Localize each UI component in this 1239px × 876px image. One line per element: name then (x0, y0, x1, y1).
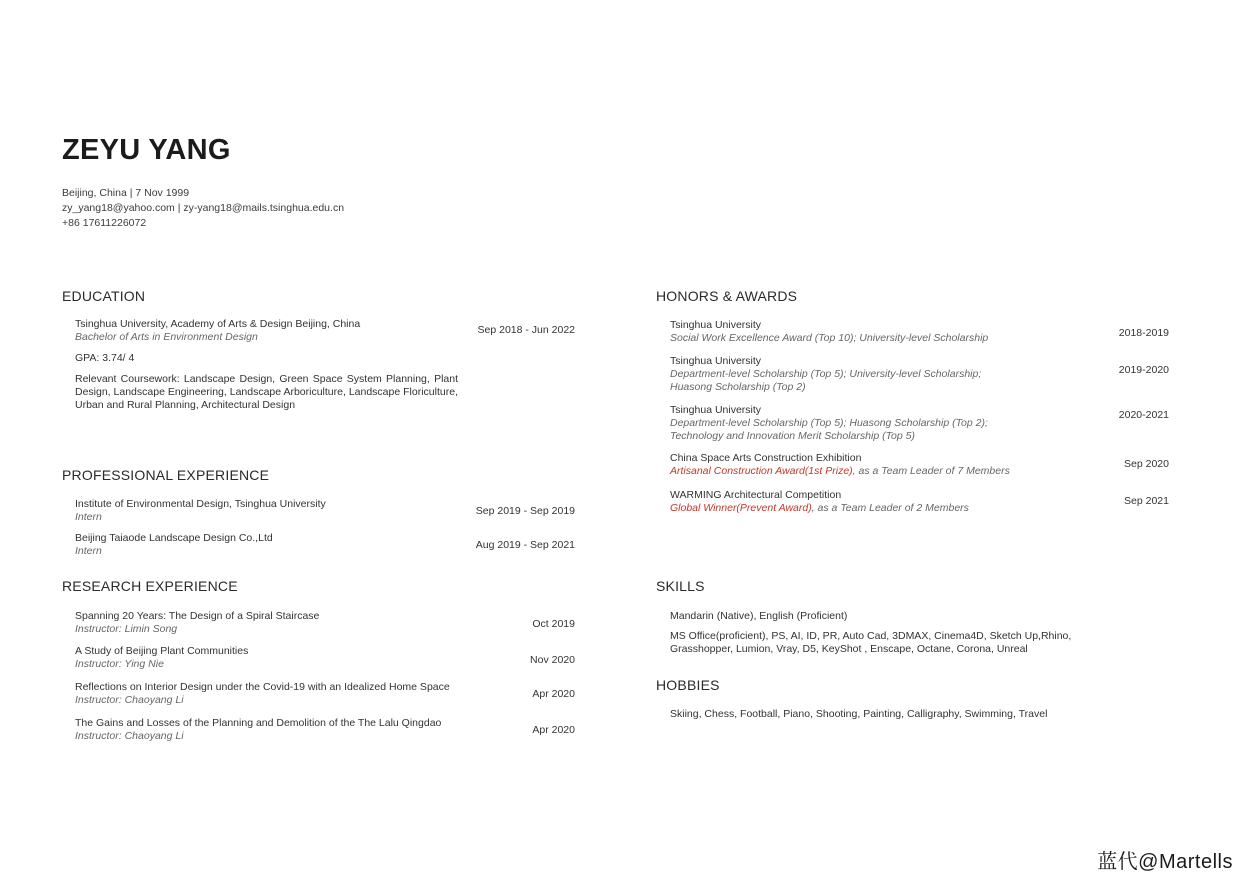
honor-detail (670, 502, 969, 515)
professional-org: Beijing Taiaode Landscape Design Co.,Ltd (75, 532, 273, 544)
honor-award-highlight: Global Winner(Prevent Award) (670, 502, 812, 514)
education-coursework: Relevant Coursework: Landscape Design, Green Space System Planning, Plant Design, Landscape Engineering, Landscape Arboriculture, Landscape Floriculture, Urban and Rural Planning, Architectural Design (75, 373, 458, 411)
professional-heading: PROFESSIONAL EXPERIENCE (62, 467, 270, 483)
professional-date: Sep 2019 - Sep 2019 (475, 505, 575, 517)
honor-org: Tsinghua University (670, 404, 762, 416)
honor-date: 2019-2020 (1118, 364, 1169, 376)
honor-award-highlight: Artisanal Construction Award(1st Prize) (670, 465, 853, 477)
education-date: Sep 2018 - Jun 2022 (477, 324, 575, 336)
phone-number: +86 17611226072 (62, 217, 147, 229)
research-instructor: Instructor: Chaoyang Li (75, 694, 184, 706)
research-instructor: Instructor: Limin Song (75, 623, 178, 635)
research-title: The Gains and Losses of the Planning and Demolition of the The Lalu Qingdao (75, 717, 442, 729)
professional-org: Institute of Environmental Design, Tsinghua University (75, 498, 326, 510)
education-gpa: GPA: 3.74/ 4 (75, 352, 135, 364)
hobbies-list: Skiing, Chess, Football, Piano, Shooting, Painting, Calligraphy, Swimming, Travel (670, 708, 1048, 720)
location-birthdate: Beijing, China | 7 Nov 1999 (62, 187, 190, 199)
candidate-name: ZEYU YANG (62, 134, 231, 166)
honor-detail-continued: Huasong Scholarship (Top 2) (670, 381, 806, 393)
education-heading: EDUCATION (62, 288, 146, 304)
research-date: Apr 2020 (532, 724, 575, 736)
professional-role: Intern (75, 545, 102, 557)
honor-detail: Department-level Scholarship (Top 5); Huasong Scholarship (Top 2); (670, 417, 988, 429)
education-degree: Bachelor of Arts in Environment Design (75, 331, 258, 343)
skills-languages: Mandarin (Native), English (Proficient) (670, 610, 848, 622)
honor-org: WARMING Architectural Competition (670, 489, 842, 501)
contact-info (62, 186, 344, 231)
research-instructor: Instructor: Ying Nie (75, 658, 164, 670)
skills-heading: SKILLS (656, 578, 705, 594)
honor-org: China Space Arts Construction Exhibition (670, 452, 862, 464)
honor-org: Tsinghua University (670, 319, 762, 331)
hobbies-heading: HOBBIES (656, 677, 720, 693)
education-school: Tsinghua University, Academy of Arts & Design Beijing, China (75, 318, 361, 330)
honors-heading: HONORS & AWARDS (656, 288, 798, 304)
research-title: Spanning 20 Years: The Design of a Spiral Staircase (75, 610, 320, 622)
research-title: Reflections on Interior Design under the Covid-19 with an Idealized Home Space (75, 681, 450, 693)
research-date: Nov 2020 (530, 654, 575, 666)
email-addresses: zy_yang18@yahoo.com | zy-yang18@mails.tsinghua.edu.cn (62, 202, 345, 214)
honor-detail-continued: Technology and Innovation Merit Scholarship (Top 5) (670, 430, 915, 442)
honor-date: 2018-2019 (1118, 327, 1169, 339)
honor-detail: Department-level Scholarship (Top 5); University-level Scholarship; (670, 368, 982, 380)
skills-software-continued: Grasshopper, Lumion, Vray, D5, KeyShot , Enscape, Octane, Corona, Unreal (670, 643, 1028, 655)
research-instructor: Instructor: Chaoyang Li (75, 730, 184, 742)
professional-role: Intern (75, 511, 102, 523)
honor-detail (670, 465, 1010, 478)
research-title: A Study of Beijing Plant Communities (75, 645, 249, 657)
honor-org: Tsinghua University (670, 355, 762, 367)
honor-date: Sep 2020 (1124, 458, 1169, 470)
honor-role: , as a Team Leader of 7 Members (852, 465, 1010, 477)
honor-detail: Social Work Excellence Award (Top 10); University-level Scholarship (670, 332, 989, 344)
research-date: Oct 2019 (532, 618, 575, 630)
research-date: Apr 2020 (532, 688, 575, 700)
skills-software: MS Office(proficient), PS, AI, ID, PR, Auto Cad, 3DMAX, Cinema4D, Sketch Up,Rhino, (670, 630, 1072, 642)
watermark: 蓝代@Martells (1097, 851, 1233, 873)
honor-role: , as a Team Leader of 2 Members (811, 502, 969, 514)
professional-date: Aug 2019 - Sep 2021 (475, 539, 575, 551)
honor-date: 2020-2021 (1118, 409, 1169, 421)
research-heading: RESEARCH EXPERIENCE (62, 578, 238, 594)
honor-date: Sep 2021 (1124, 495, 1169, 507)
